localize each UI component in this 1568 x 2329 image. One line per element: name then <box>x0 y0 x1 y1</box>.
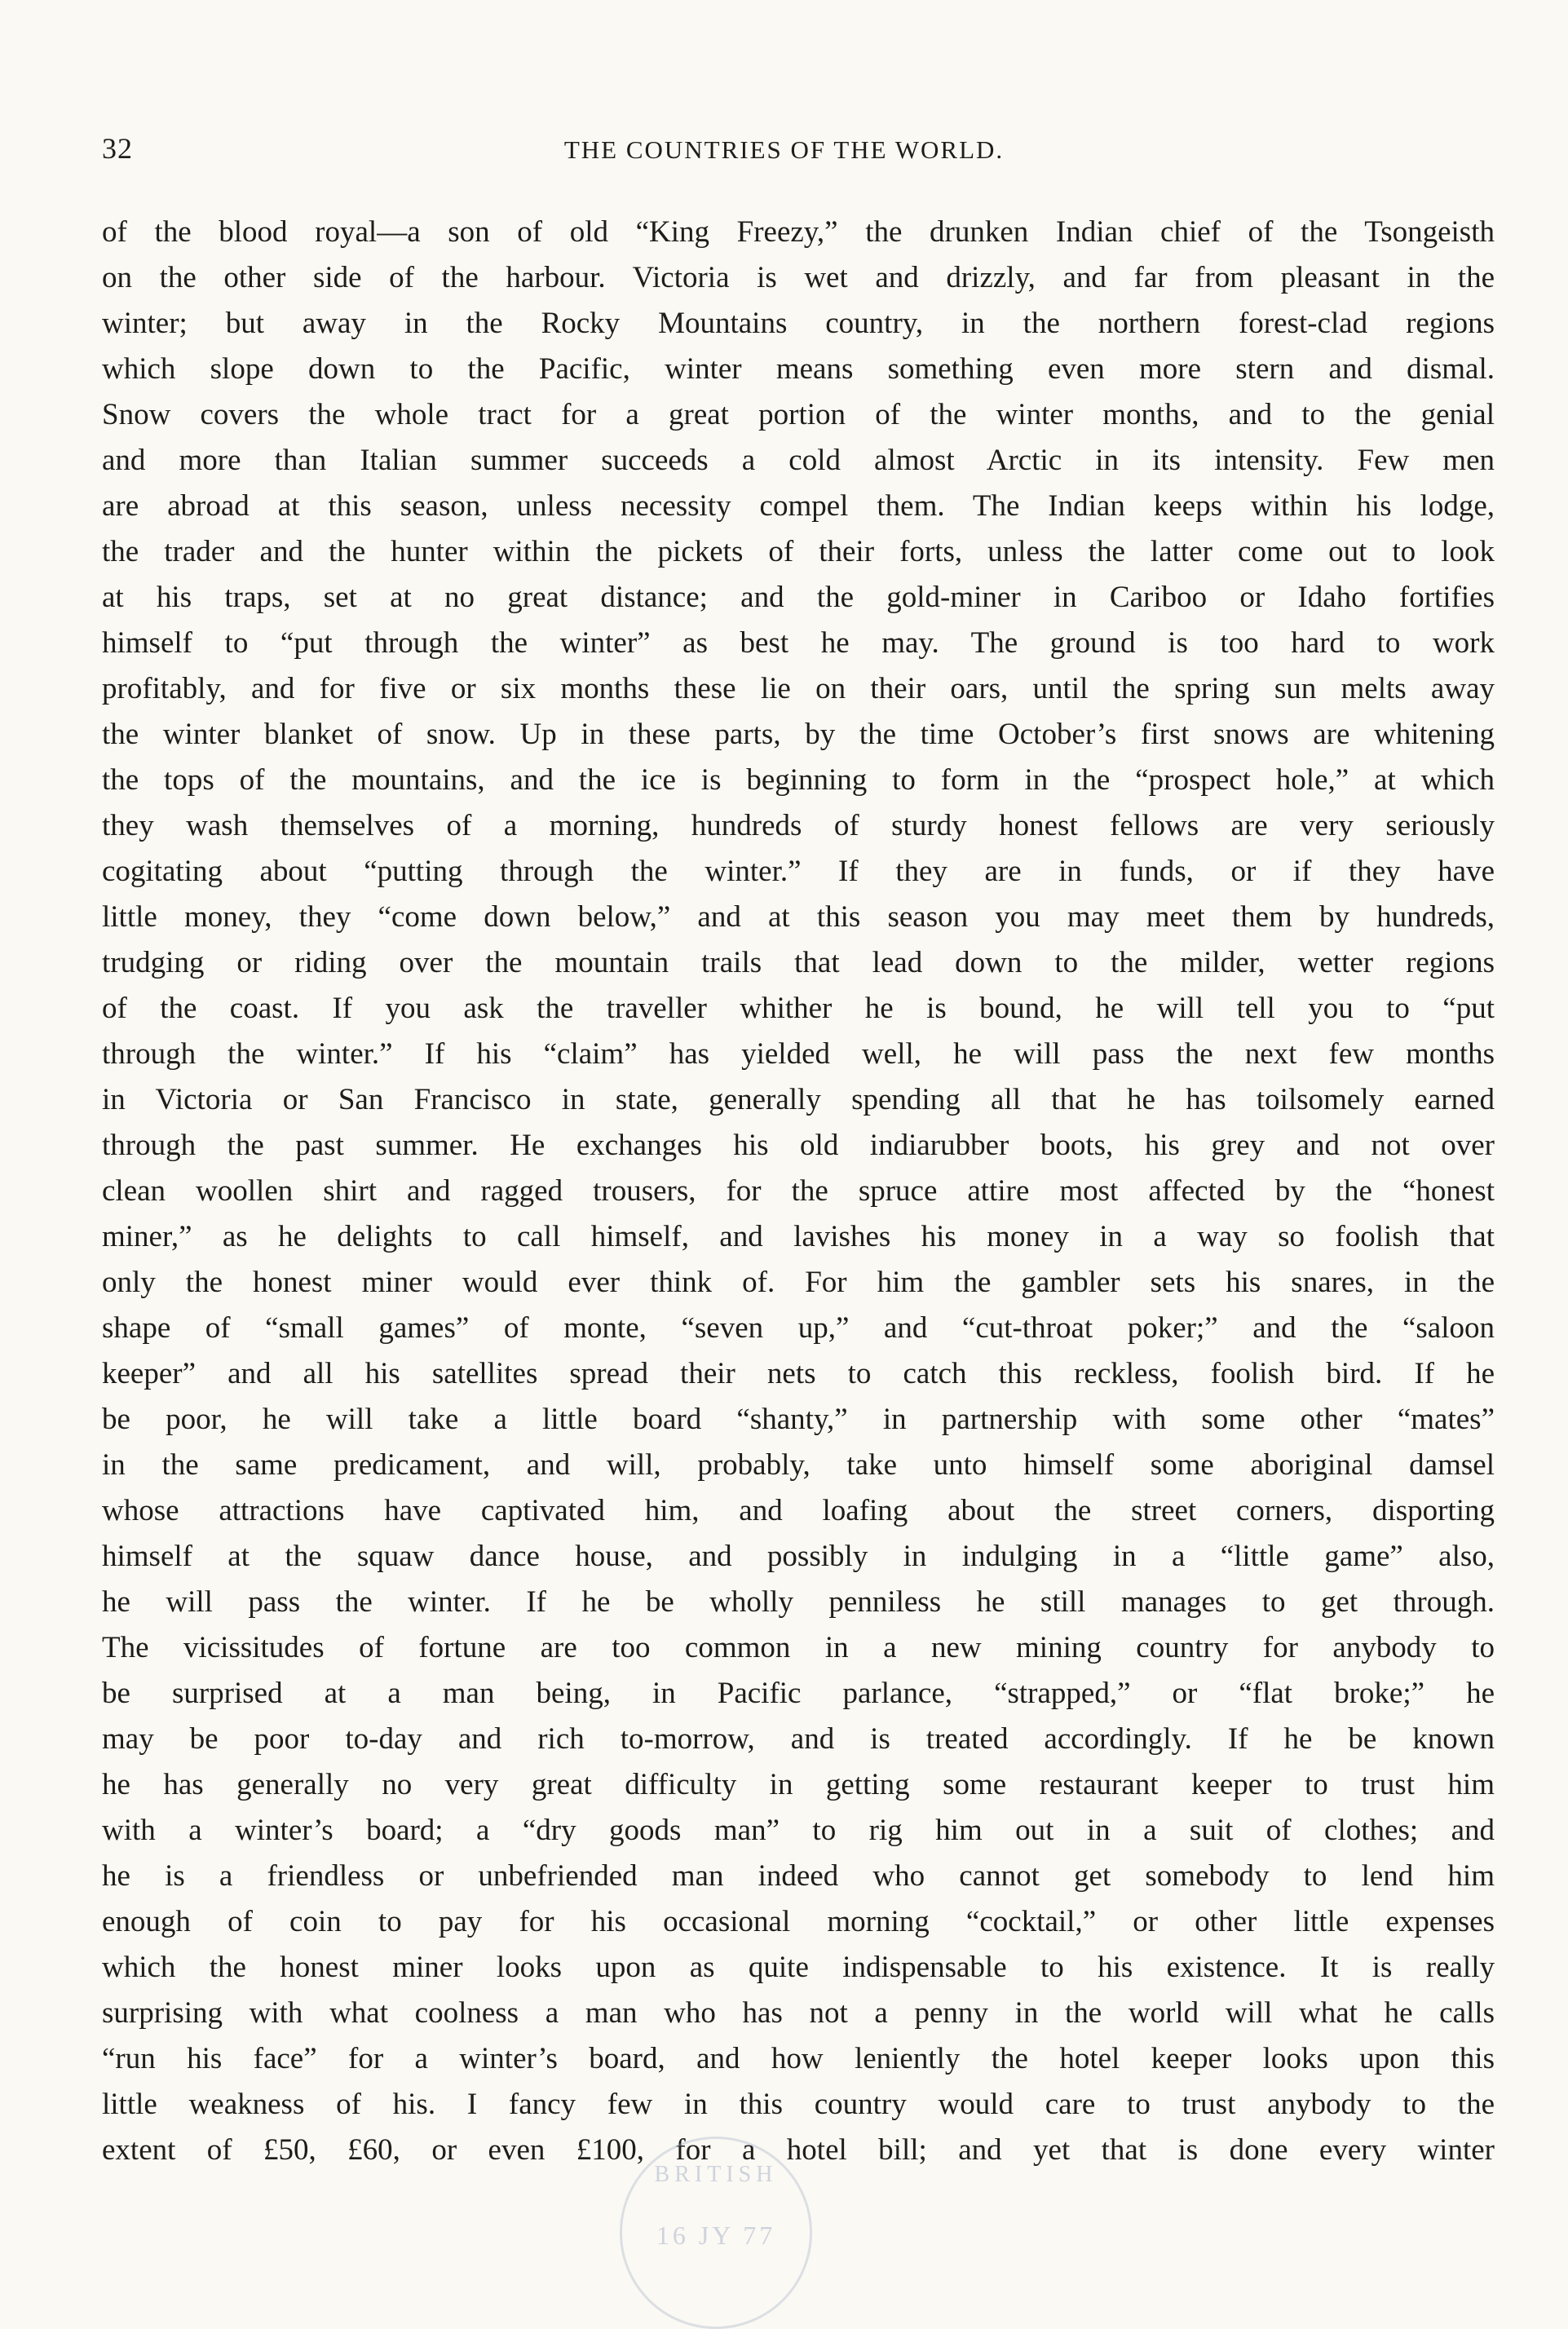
text-line: through the winter.” If his “claim” has yielded well, he will pass the next few months <box>102 1037 1495 1071</box>
text-line: surprising with what coolness a man who has not a penny in the world will what he calls <box>102 1996 1495 2030</box>
text-line: through the past summer. He exchanges his old indiarubber boots, his grey and not over <box>102 1129 1495 1162</box>
text-line: trudging or riding over the mountain trails that lead down to the milder, wetter regions <box>102 946 1495 979</box>
text-line: with a winter’s board; a “dry goods man” to rig him out in a suit of clothes; and <box>102 1814 1495 1847</box>
text-line: the winter blanket of snow. Up in these parts, by the time October’s first snows are whitening <box>102 718 1495 751</box>
stamp-date: 16 JY 77 <box>656 2221 776 2250</box>
text-line: he is a friendless or unbefriended man indeed who cannot get somebody to lend him <box>102 1859 1495 1893</box>
text-line: clean woollen shirt and ragged trousers, for the spruce attire most affected by the “honest <box>102 1174 1495 1208</box>
text-line: the trader and the hunter within the pickets of their forts, unless the latter come out to look <box>102 535 1495 568</box>
text-line: in Victoria or San Francisco in state, generally spending all that he has toilsomely earned <box>102 1083 1495 1116</box>
text-line: whose attractions have captivated him, and loafing about the street corners, disporting <box>102 1494 1495 1527</box>
text-line: keeper” and all his satellites spread their nets to catch this reckless, foolish bird. If he <box>102 1357 1495 1390</box>
running-head: THE COUNTRIES OF THE WORLD. <box>563 135 1005 164</box>
text-line: only the honest miner would ever think of. For him the gambler sets his snares, in the <box>102 1266 1495 1299</box>
page-number: 32 <box>102 132 133 165</box>
body-text <box>102 210 1495 2173</box>
text-line: of the coast. If you ask the traveller whither he is bound, he will tell you to “put <box>102 992 1495 1025</box>
text-line: he has generally no very great difficulty in getting some restaurant keeper to trust him <box>102 1768 1495 1801</box>
stamp-text: BRITISH <box>654 2162 778 2187</box>
text-line: in the same predicament, and will, probably, take unto himself some aboriginal damsel <box>102 1448 1495 1482</box>
text-line: himself to “put through the winter” as best he may. The ground is too hard to work <box>102 626 1495 660</box>
text-line: are abroad at this season, unless necessity compel them. The Indian keeps within his lodge, <box>102 489 1495 523</box>
text-line: extent of £50, £60, or even £100, for a hotel bill; and yet that is done every winter <box>102 2133 1495 2167</box>
text-line: winter; but away in the Rocky Mountains country, in the northern forest-clad regions <box>102 307 1495 340</box>
text-line: they wash themselves of a morning, hundreds of sturdy honest fellows are very seriously <box>102 809 1495 842</box>
text-line: at his traps, set at no great distance; and the gold-miner in Cariboo or Idaho fortifies <box>102 581 1495 614</box>
text-line: the tops of the mountains, and the ice is beginning to form in the “prospect hole,” at which <box>102 763 1495 797</box>
text-line: “run his face” for a winter’s board, and how leniently the hotel keeper looks upon this <box>102 2042 1495 2075</box>
text-line: which slope down to the Pacific, winter means something even more stern and dismal. <box>102 352 1495 386</box>
text-line: little weakness of his. I fancy few in this country would care to trust anybody to the <box>102 2088 1495 2121</box>
text-line: miner,” as he delights to call himself, and lavishes his money in a way so foolish that <box>102 1220 1495 1253</box>
text-line: on the other side of the harbour. Victoria is wet and drizzly, and far from pleasant in the <box>102 261 1495 294</box>
text-line: enough of coin to pay for his occasional morning “cocktail,” or other little expenses <box>102 1905 1495 1938</box>
text-line: he will pass the winter. If he be wholly penniless he still manages to get through. <box>102 1585 1495 1619</box>
text-line: himself at the squaw dance house, and possibly in indulging in a “little game” also, <box>102 1540 1495 1573</box>
text-line: be poor, he will take a little board “shanty,” in partnership with some other “mates” <box>102 1403 1495 1436</box>
text-line: which the honest miner looks upon as quite indispensable to his existence. It is really <box>102 1951 1495 1984</box>
text-line: of the blood royal—a son of old “King Freezy,” the drunken Indian chief of the Tsongeisth <box>102 215 1495 249</box>
text-line: Snow covers the whole tract for a great portion of the winter months, and to the genial <box>102 398 1495 431</box>
text-line: cogitating about “putting through the winter.” If they are in funds, or if they have <box>102 855 1495 888</box>
text-line: and more than Italian summer succeeds a cold almost Arctic in its intensity. Few men <box>102 444 1495 477</box>
text-line: be surprised at a man being, in Pacific parlance, “strapped,” or “flat broke;” he <box>102 1677 1495 1710</box>
text-line: profitably, and for five or six months these lie on their oars, until the spring sun melts away <box>102 672 1495 705</box>
text-line: The vicissitudes of fortune are too common in a new mining country for anybody to <box>102 1631 1495 1664</box>
text-line: little money, they “come down below,” and at this season you may meet them by hundreds, <box>102 900 1495 934</box>
library-stamp <box>620 2137 812 2329</box>
text-line: may be poor to-day and rich to-morrow, and is treated accordingly. If he be known <box>102 1722 1495 1756</box>
text-line: shape of “small games” of monte, “seven up,” and “cut-throat poker;” and the “saloon <box>102 1311 1495 1345</box>
